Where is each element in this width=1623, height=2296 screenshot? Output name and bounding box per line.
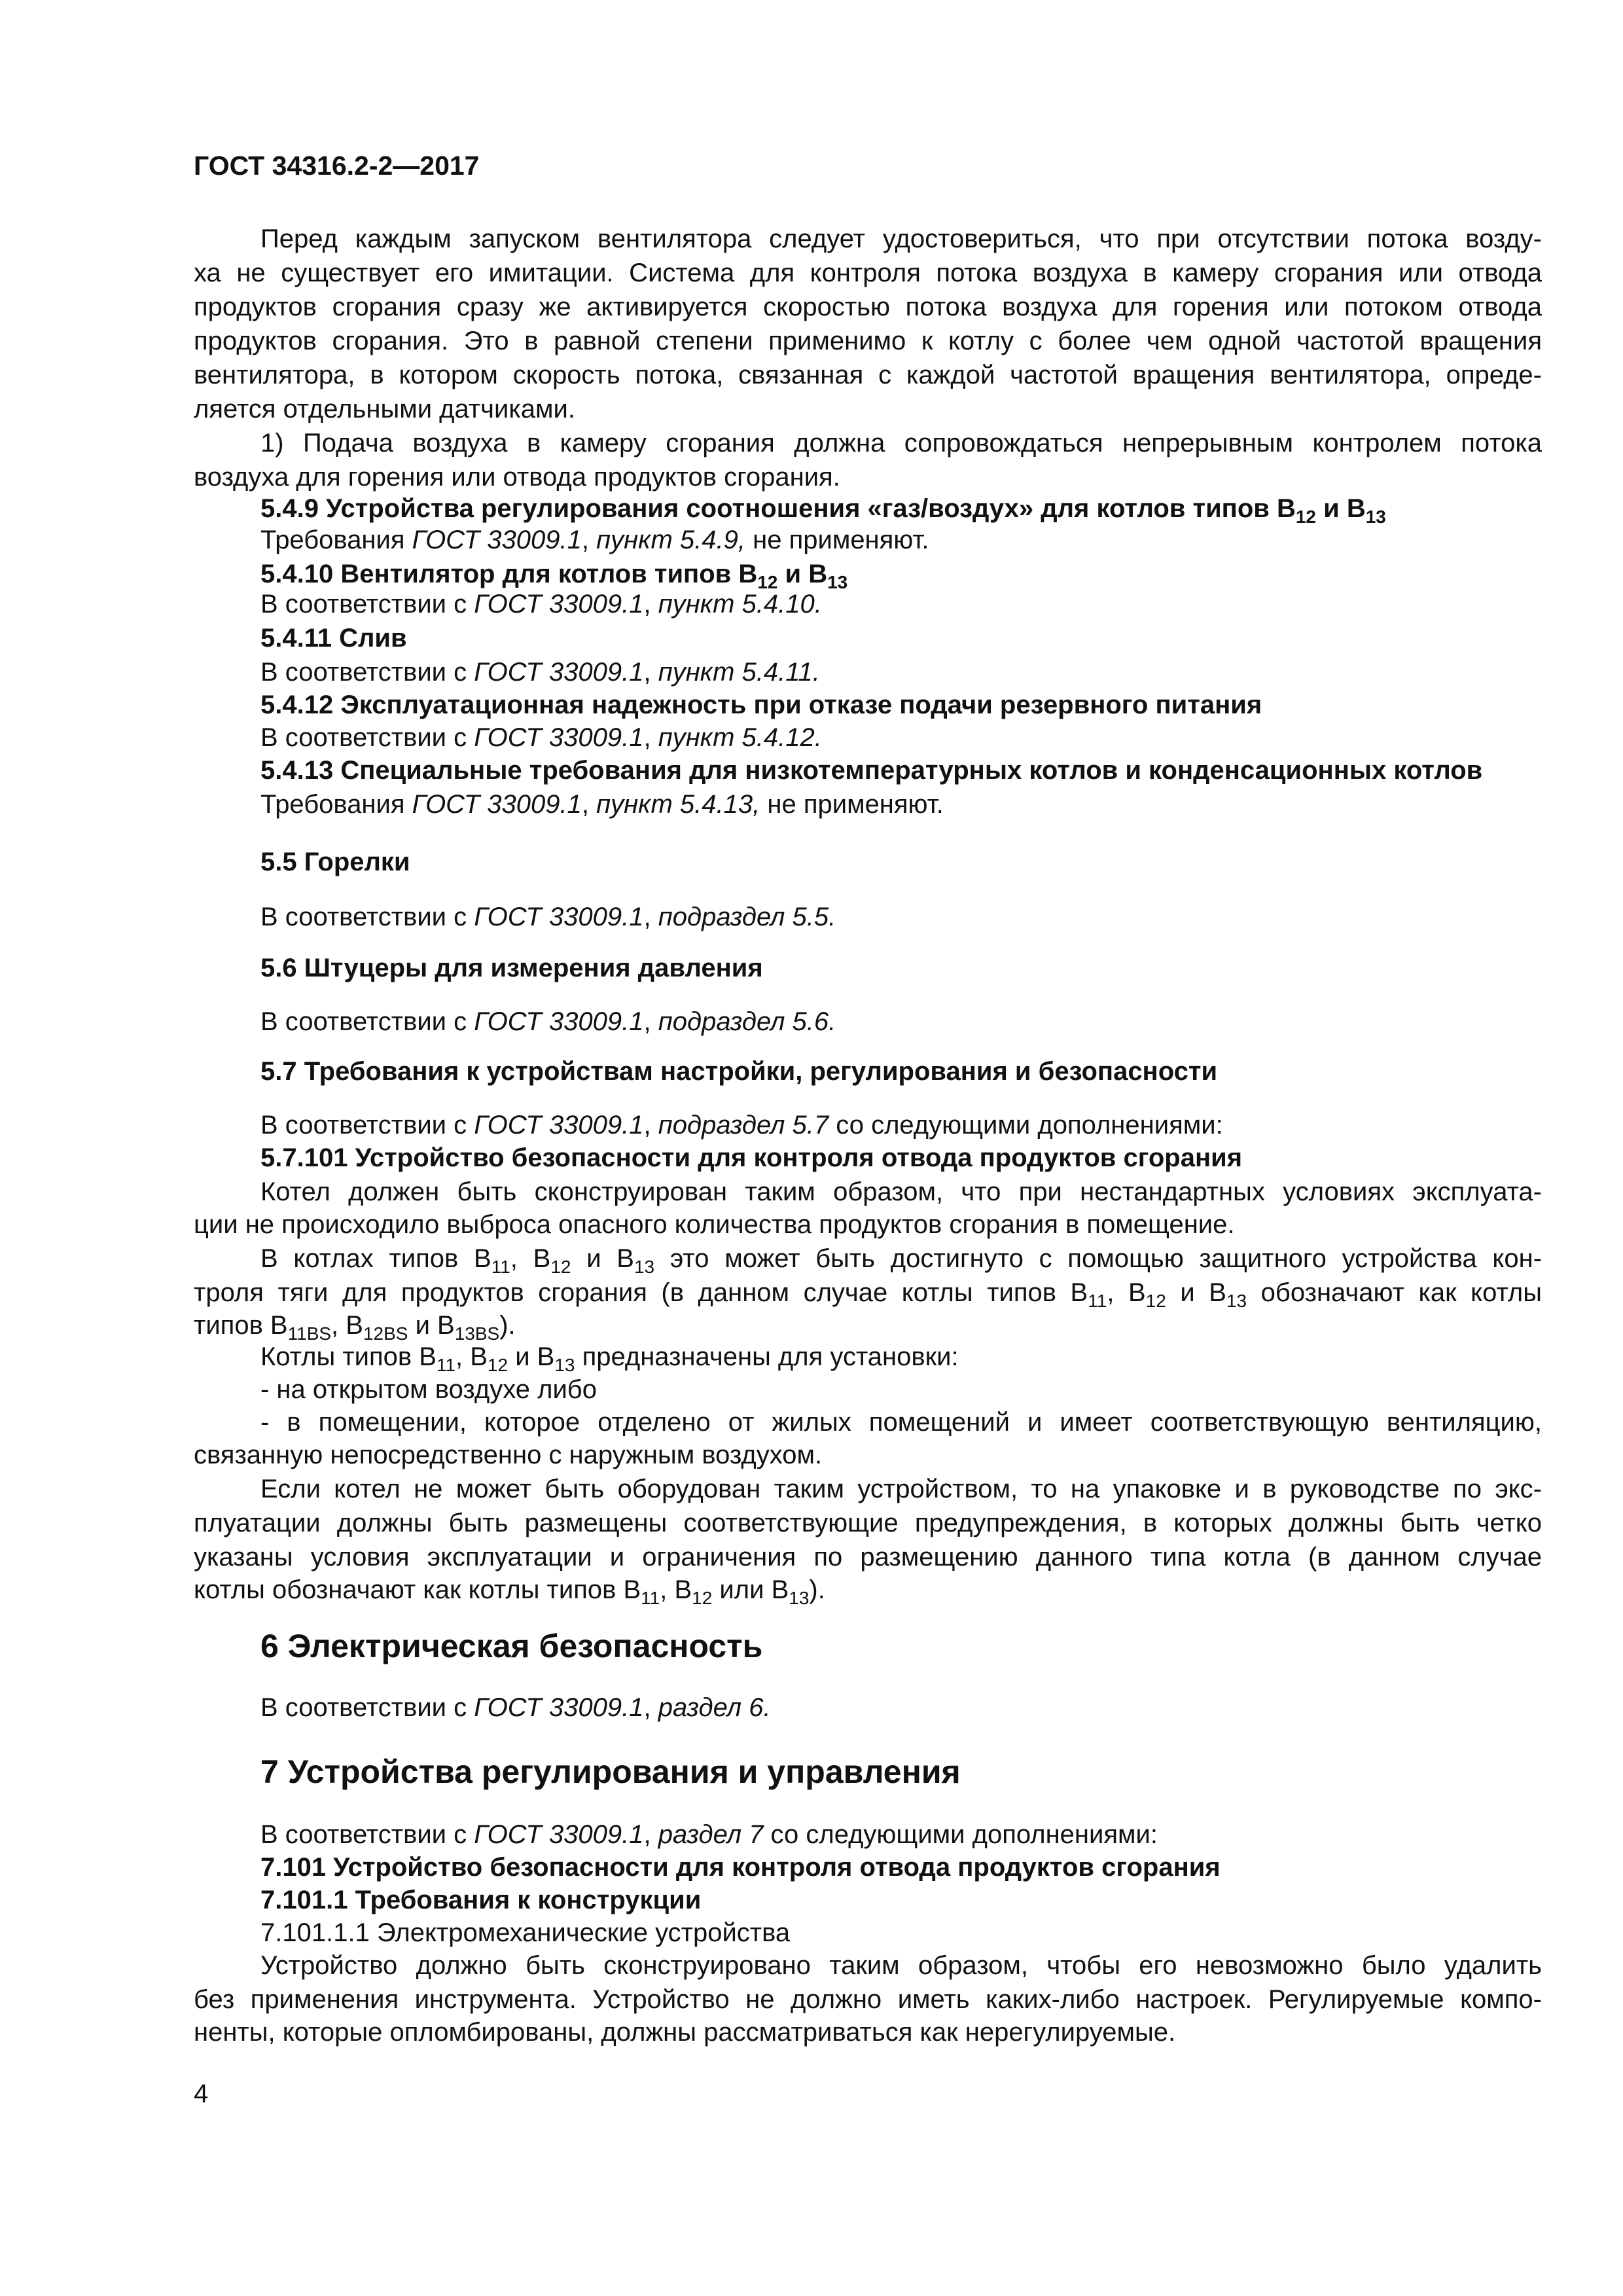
section-5-6-title: 5.6 Штуцеры для измерения давления xyxy=(260,954,763,982)
body-line: Устройство должно быть сконструировано таким образом, чтобы его невозможно было удалить xyxy=(260,1951,1542,1980)
note-line: воздуха для горения или отвода продуктов сгорания. xyxy=(194,463,840,492)
section-5-4-9-title: 5.4.9 Устройства регулирования соотношения «газ/воздух» для котлов типов $В_{12}$ и $В_{13}$ xyxy=(260,494,1386,527)
intro-line: продуктов сгорания. Это в равной степени применимо к котлу с более чем одной частотой вращения xyxy=(194,327,1542,355)
section-5-4-12-title: 5.4.12 Эксплуатационная надежность при отказе подачи резервного питания xyxy=(260,691,1262,719)
note-line: 1) Подача воздуха в камеру сгорания должна сопровождаться непрерывным контролем потока xyxy=(260,429,1542,457)
list-item: - на открытом воздухе либо xyxy=(260,1375,597,1404)
body-line: ненты, которые опломбированы, должны рассматриваться как нерегулируемые. xyxy=(194,2018,1176,2047)
intro-line: продуктов сгорания сразу же активируется скоростью потока воздуха для горения или потоком отвода xyxy=(194,293,1542,321)
section-6-title: 6 Электрическая безопасность xyxy=(260,1628,763,1664)
section-5-4-10-title: 5.4.10 Вентилятор для котлов типов $В_{12}$ и $В_{13}$ xyxy=(260,560,848,592)
standard-reference: ГОСТ 33009.1 xyxy=(412,790,582,819)
section-7-title: 7 Устройства регулирования и управления xyxy=(260,1753,961,1790)
standard-reference: ГОСТ 33009.1 xyxy=(474,1111,644,1139)
section-5-5-body: В соответствии с ГОСТ 33009.1, подраздел 5.5. xyxy=(260,903,836,931)
section-5-7-body: В соответствии с ГОСТ 33009.1, подраздел 5.7 со следующими дополнениями: xyxy=(260,1111,1223,1139)
intro-line: вентилятора, в котором скорость потока, связанная с каждой частотой вращения вентилятора, опреде- xyxy=(194,361,1542,389)
section-5-4-11-body: В соответствии с ГОСТ 33009.1, пункт 5.4.11. xyxy=(260,658,820,687)
body-line: типов $В_{11BS}$, $В_{12BS}$ и $В_{13BS}$). xyxy=(194,1311,516,1344)
standard-reference: ГОСТ 33009.1 xyxy=(474,903,644,931)
body-line: котлы обозначают как котлы типов $В_{11}$, $В_{12}$ или $В_{13}$). xyxy=(194,1575,825,1608)
body-line: троля тяги для продуктов сгорания (в данном случае котлы типов $В_{11}$, $В_{12}$ и $В_{13}$ обозначают как котлы xyxy=(194,1278,1543,1311)
intro-line: ха не существует его имитации. Система для контроля потока воздуха в камеру сгорания или отвода xyxy=(194,259,1542,287)
page-number: 4 xyxy=(194,2079,209,2108)
standard-reference: ГОСТ 33009.1 xyxy=(474,658,644,687)
body-line: без применения инструмента. Устройство не должно иметь каких-либо настроек. Регулируемые компо- xyxy=(194,1985,1542,2014)
section-5-6-body: В соответствии с ГОСТ 33009.1, подраздел 5.6. xyxy=(260,1007,836,1036)
section-6-body: В соответствии с ГОСТ 33009.1, раздел 6. xyxy=(260,1693,771,1722)
section-5-4-11-title: 5.4.11 Слив xyxy=(260,624,407,653)
section-7-101-title: 7.101 Устройство безопасности для контроля отвода продуктов сгорания xyxy=(260,1853,1221,1882)
list-item: - в помещении, которое отделено от жилых помещений и имеет соответствующую вентиляцию, xyxy=(260,1408,1542,1437)
standard-reference: ГОСТ 33009.1 xyxy=(474,1007,644,1036)
body-line: В котлах типов $В_{11}$, $В_{12}$ и $В_{13}$ это может быть достигнуто с помощью защитного устройства кон- xyxy=(260,1244,1543,1277)
body-line: указаны условия эксплуатации и ограничения по размещению данного типа котла (в данном случае xyxy=(194,1543,1542,1571)
section-5-4-12-body: В соответствии с ГОСТ 33009.1, пункт 5.4.12. xyxy=(260,723,822,752)
body-line: ции не происходило выброса опасного количества продуктов сгорания в помещение. xyxy=(194,1210,1235,1239)
body-line: Если котел не может быть оборудован таким устройством, то на упаковке и в руководстве по экс- xyxy=(260,1475,1542,1503)
standard-reference: ГОСТ 33009.1 xyxy=(474,1820,644,1849)
standard-reference: ГОСТ 33009.1 xyxy=(474,723,644,752)
body-line: Котлы типов $В_{11}$, $В_{12}$ и $В_{13}$ предназначены для установки: xyxy=(260,1342,959,1375)
intro-line: Перед каждым запуском вентилятора следует удостовериться, что при отсутствии потока возду- xyxy=(260,224,1542,253)
section-5-7-title: 5.7 Требования к устройствам настройки, регулирования и безопасности xyxy=(260,1057,1218,1086)
body-line: плуатации должны быть размещены соответствующие предупреждения, в которых должны быть четко xyxy=(194,1509,1542,1537)
section-5-4-13-title: 5.4.13 Специальные требования для низкотемпературных котлов и конденсационных котлов xyxy=(260,756,1483,785)
standard-reference: ГОСТ 33009.1 xyxy=(412,526,582,554)
standard-reference: ГОСТ 33009.1 xyxy=(474,1693,644,1722)
section-7-body: В соответствии с ГОСТ 33009.1, раздел 7 со следующими дополнениями: xyxy=(260,1820,1158,1849)
section-5-7-101-title: 5.7.101 Устройство безопасности для контроля отвода продуктов сгорания xyxy=(260,1143,1243,1172)
section-7-101-1-1-title: 7.101.1.1 Электромеханические устройства xyxy=(260,1918,791,1947)
section-5-4-10-body: В соответствии с ГОСТ 33009.1, пункт 5.4.10. xyxy=(260,590,822,619)
standard-reference: ГОСТ 33009.1 xyxy=(474,590,644,619)
section-5-4-9-body: Требования ГОСТ 33009.1, пункт 5.4.9, не применяют. xyxy=(260,526,929,554)
document-code: ГОСТ 34316.2-2—2017 xyxy=(194,151,480,181)
body-line: связанную непосредственно с наружным воздухом. xyxy=(194,1441,823,1469)
section-7-101-1-title: 7.101.1 Требования к конструкции xyxy=(260,1886,702,1914)
intro-line: ляется отдельными датчиками. xyxy=(194,395,575,423)
section-5-4-13-body: Требования ГОСТ 33009.1, пункт 5.4.13, не применяют. xyxy=(260,790,944,819)
section-5-5-title: 5.5 Горелки xyxy=(260,848,410,876)
body-line: Котел должен быть сконструирован таким образом, что при нестандартных условиях эксплуата- xyxy=(260,1177,1542,1206)
